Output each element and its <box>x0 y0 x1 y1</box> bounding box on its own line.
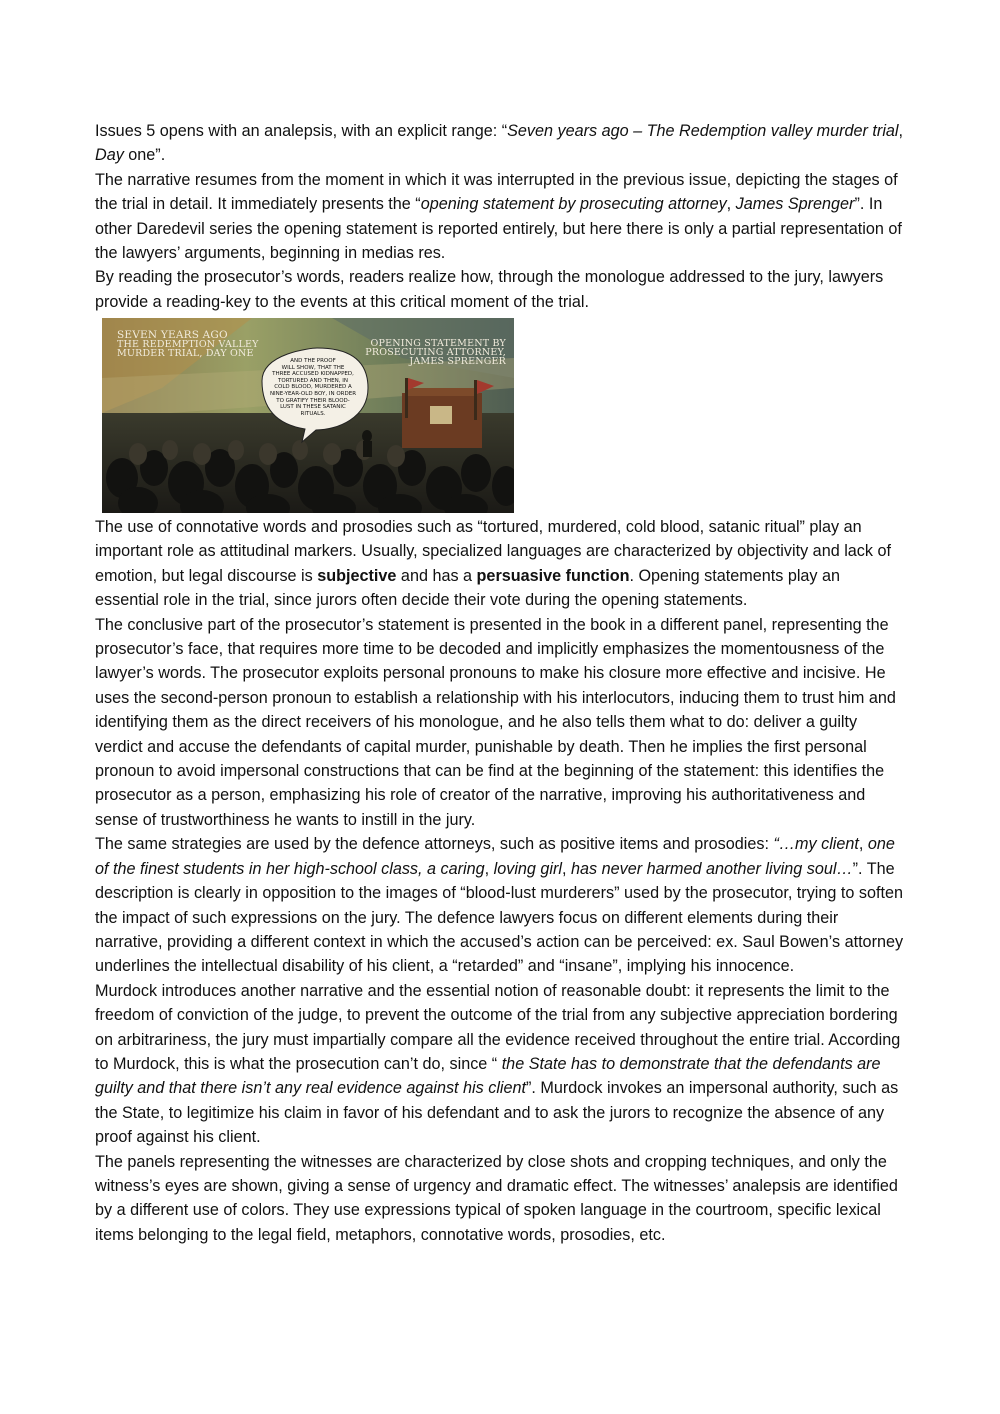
bubble-line: TO GRATIFY THEIR BLOOD- <box>276 397 350 404</box>
italic-run: loving girl <box>493 859 563 878</box>
text-run: and has a <box>396 566 477 585</box>
text-run: , <box>562 859 572 878</box>
paragraph <box>95 832 907 978</box>
text-run: , <box>898 122 904 140</box>
text-run: The use of connotative words and prosodies such as “tortured, murdered, cold blood, satanic ritual” play an important role as attitudinal markers. Usually, specialized languages are characterized by objectivity and lack of emotion, but legal discourse is <box>95 518 891 585</box>
text-run: Issues 5 opens with an analepsis, with an explicit range: “ <box>95 122 508 140</box>
text-run: ”. In other Daredevil series the opening statement is reported entirely, but here there is only a partial representation of the lawyers’ arguments, beginning in medias res. <box>95 195 902 263</box>
italic-run: Day <box>95 146 124 165</box>
text-run: ”. Murdock invokes an impersonal authority, such as the State, to legitimize his claim in favor of his defendant and to ask the jurors to recognize the absence of any proof against his client. <box>95 1079 899 1147</box>
bubble-line: TORTURED AND THEN, IN <box>278 377 348 384</box>
bubble-line: LUST IN THESE SATANIC <box>280 404 346 411</box>
bold-run: persuasive function <box>476 566 630 585</box>
text-run: The conclusive part of the prosecutor’s statement is presented in the book in a different panel, representing the prosecutor’s face, that requires more time to be decoded and implicitly emphasizes the momentousness of the lawyer’s words. The prosecutor exploits personal pronouns to make his closure more effective and incisive. He uses the second-person pronoun to establish a relationship with his interlocutors, inducing them to trust him and identifying them as the direct receivers of his monologue, and he also tells them what to do: deliver a guilty verdict and accuse the defendants of capital murder, punishable by death. Then he implies the first personal pronoun to avoid impersonal constructions that can be find at the beginning of the statement: this identifies the prosecutor as a person, emphasizing his role of creator of the narrative, improving his authoritativeness and sense of trustworthiness he wants to instill in the jury. <box>95 615 896 829</box>
bubble-line: AND THE PROOF <box>290 358 336 364</box>
text-run: ”. The description is clearly in opposition to the images of “blood-lust murderers” used by the prosecutor, trying to soften the impact of such expressions on the jury. The defence lawyers focus on different elements during their narrative, providing a different context in which the accused’s action can be perceived: ex. Saul Bowen’s attorney underlines the intellectual disability of his client, a “retarded” and “insane”, implying his innocence. <box>95 859 904 976</box>
text-run: The same strategies are used by the defence attorneys, such as positive items and prosodies: <box>95 835 774 854</box>
paragraph <box>95 613 907 833</box>
paragraph <box>95 168 907 266</box>
text-run: Murdock introduces another narrative and the essential notion of reasonable doubt: it represents the limit to the freedom of conviction of the judge, to prevent the outcome of the trial from any subjective appreciation bordering on arbitrariness, the jury must impartially compare all the evidence received throughout the entire trial. According to Murdock, this is what the prosecution can’t do, since “ <box>95 981 901 1073</box>
paragraph <box>95 979 907 1150</box>
paragraph <box>95 265 907 314</box>
text-block-top <box>95 119 907 314</box>
caption-line: JAMES SPRENGER <box>409 356 506 367</box>
text-run: one”. <box>123 146 166 165</box>
text-run: The narrative resumes from the moment in which it was interrupted in the previous issue, depicting the stages of the trial in detail. It immediately presents the “ <box>95 170 898 214</box>
bubble-line: NINE-YEAR-OLD BOY, IN ORDER <box>269 390 357 397</box>
bold-run: subjective <box>317 566 397 585</box>
caption-line: OPENING STATEMENT BY <box>370 338 506 349</box>
bubble-line: RITUALS. <box>300 410 326 417</box>
text-run: , <box>484 859 494 878</box>
bubble-line: WILL SHOW, THAT THE <box>281 364 345 371</box>
paragraph <box>95 515 907 613</box>
italic-run: the State has to demonstrate that the defendants are guilty and that there isn’t any real evidence against his client <box>95 1054 881 1098</box>
caption-right <box>360 339 506 366</box>
caption-line: MURDER TRIAL, DAY ONE <box>117 348 254 359</box>
paragraph <box>95 119 907 168</box>
italic-run: James Sprenger <box>735 195 855 214</box>
text-run: , <box>858 835 868 854</box>
comic-panel-image <box>102 318 514 513</box>
italic-run: “…my client <box>773 835 859 854</box>
text-block-bottom <box>95 515 907 1247</box>
italic-run: has never harmed another living soul… <box>571 859 853 878</box>
text-run: The panels representing the witnesses are characterized by close shots and cropping techniques, and only the witness’s eyes are shown, giving a sense of urgency and dramatic effect. The witnesses’ analepsis are identified by a different use of colors. They use expressions typical of spoken language in the courtroom, specific lexical items belonging to the legal field, metaphors, connotative words, prosodies, etc. <box>95 1152 898 1244</box>
italic-run: opening statement by prosecuting attorney <box>420 195 727 214</box>
speech-bubble-text <box>261 358 365 417</box>
caption-left <box>117 331 259 358</box>
text-run: By reading the prosecutor’s words, readers realize how, through the monologue addressed to the jury, lawyers provide a reading-key to the events at this critical moment of the trial. <box>95 268 884 311</box>
caption-line: THE REDEMPTION VALLEY <box>117 339 259 350</box>
text-run: . Opening statements play an essential role in the trial, since jurors often decide their vote during the opening statements. <box>95 566 841 610</box>
text-run: , <box>726 195 736 214</box>
paragraph <box>95 1150 907 1248</box>
caption-line: PROSECUTING ATTORNEY, <box>365 347 506 358</box>
bubble-line: THREE ACCUSED KIDNAPPED, <box>272 371 354 378</box>
bubble-line: COLD BLOOD, MURDERED A <box>274 384 352 391</box>
italic-run: one of the finest students in her high-school class, a caring <box>95 835 895 878</box>
italic-run: Seven years ago – The Redemption valley murder trial <box>507 122 899 140</box>
caption-line: SEVEN YEARS AGO <box>117 329 228 341</box>
